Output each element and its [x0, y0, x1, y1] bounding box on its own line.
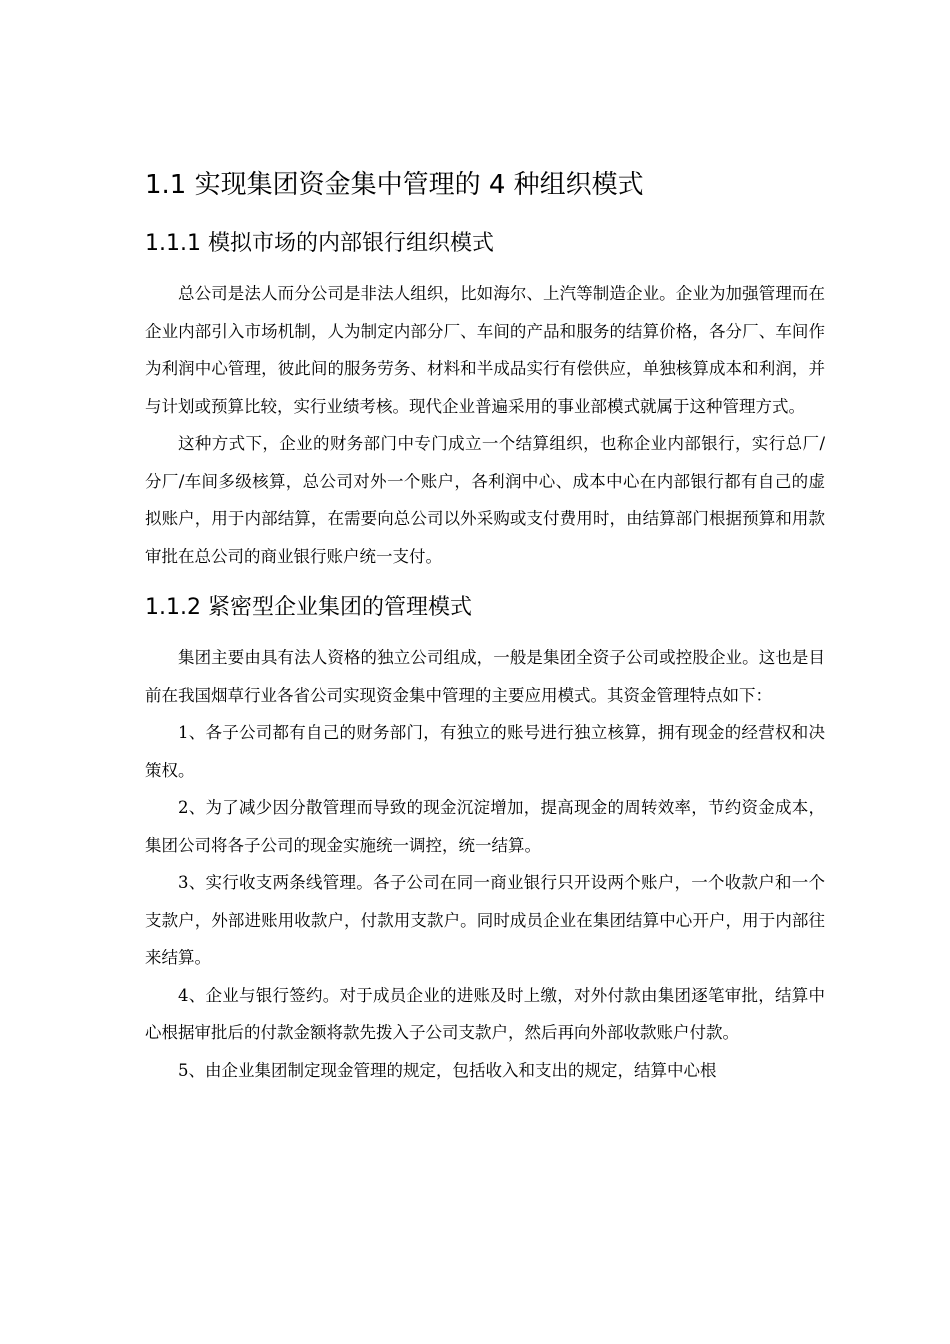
chapter-heading: 1.1 实现集团资金集中管理的 4 种组织模式 — [145, 170, 644, 200]
paragraph: 这种方式下，企业的财务部门中专门成立一个结算组织，也称企业内部银行，实行总厂/分厂/车间多级核算，总公司对外一个账户，各利润中心、成本中心在内部银行都有自己的虚拟账户，用于内部结算，在需要向总公司以外采购或支付费用时，由结算部门根据预算和用款审批在总公司的商业银行账户统一支付。 — [145, 434, 825, 566]
list-item: 2、为了减少因分散管理而导致的现金沉淀增加，提高现金的周转效率，节约资金成本，集团公司将各子公司的现金实施统一调控，统一结算。 — [145, 798, 825, 855]
paragraph: 集团主要由具有法人资格的独立公司组成，一般是集团全资子公司或控股企业。这也是目前在我国烟草行业各省公司实现资金集中管理的主要应用模式。其资金管理特点如下： — [145, 648, 825, 705]
list-item: 3、实行收支两条线管理。各子公司在同一商业银行只开设两个账户，一个收款户和一个支款户，外部进账用收款户，付款用支款户。同时成员企业在集团结算中心开户，用于内部往来结算。 — [145, 873, 825, 967]
paragraph: 总公司是法人而分公司是非法人组织，比如海尔、上汽等制造企业。企业为加强管理而在企业内部引入市场机制，人为制定内部分厂、车间的产品和服务的结算价格，各分厂、车间作为利润中心管理，彼此间的服务劳务、材料和半成品实行有偿供应，单独核算成本和利润，并与计划或预算比较，实行业绩考核。现代企业普遍采用的事业部模式就属于这种管理方式。 — [145, 284, 825, 416]
list-item: 4、企业与银行签约。对于成员企业的进账及时上缴，对外付款由集团逐笔审批，结算中心根据审批后的付款金额将款先拨入子公司支款户，然后再向外部收款账户付款。 — [145, 985, 825, 1042]
list-item: 5、由企业集团制定现金管理的规定，包括收入和支出的规定，结算中心根 — [178, 1060, 717, 1080]
section-heading-internal-bank: 1.1.1 模拟市场的内部银行组织模式 — [145, 231, 494, 256]
list-item: 1、各子公司都有自己的财务部门，有独立的账号进行独立核算，拥有现金的经营权和决策权。 — [145, 723, 825, 780]
section-heading-group-management: 1.1.2 紧密型企业集团的管理模式 — [145, 595, 472, 620]
document-page — [145, 165, 825, 1089]
